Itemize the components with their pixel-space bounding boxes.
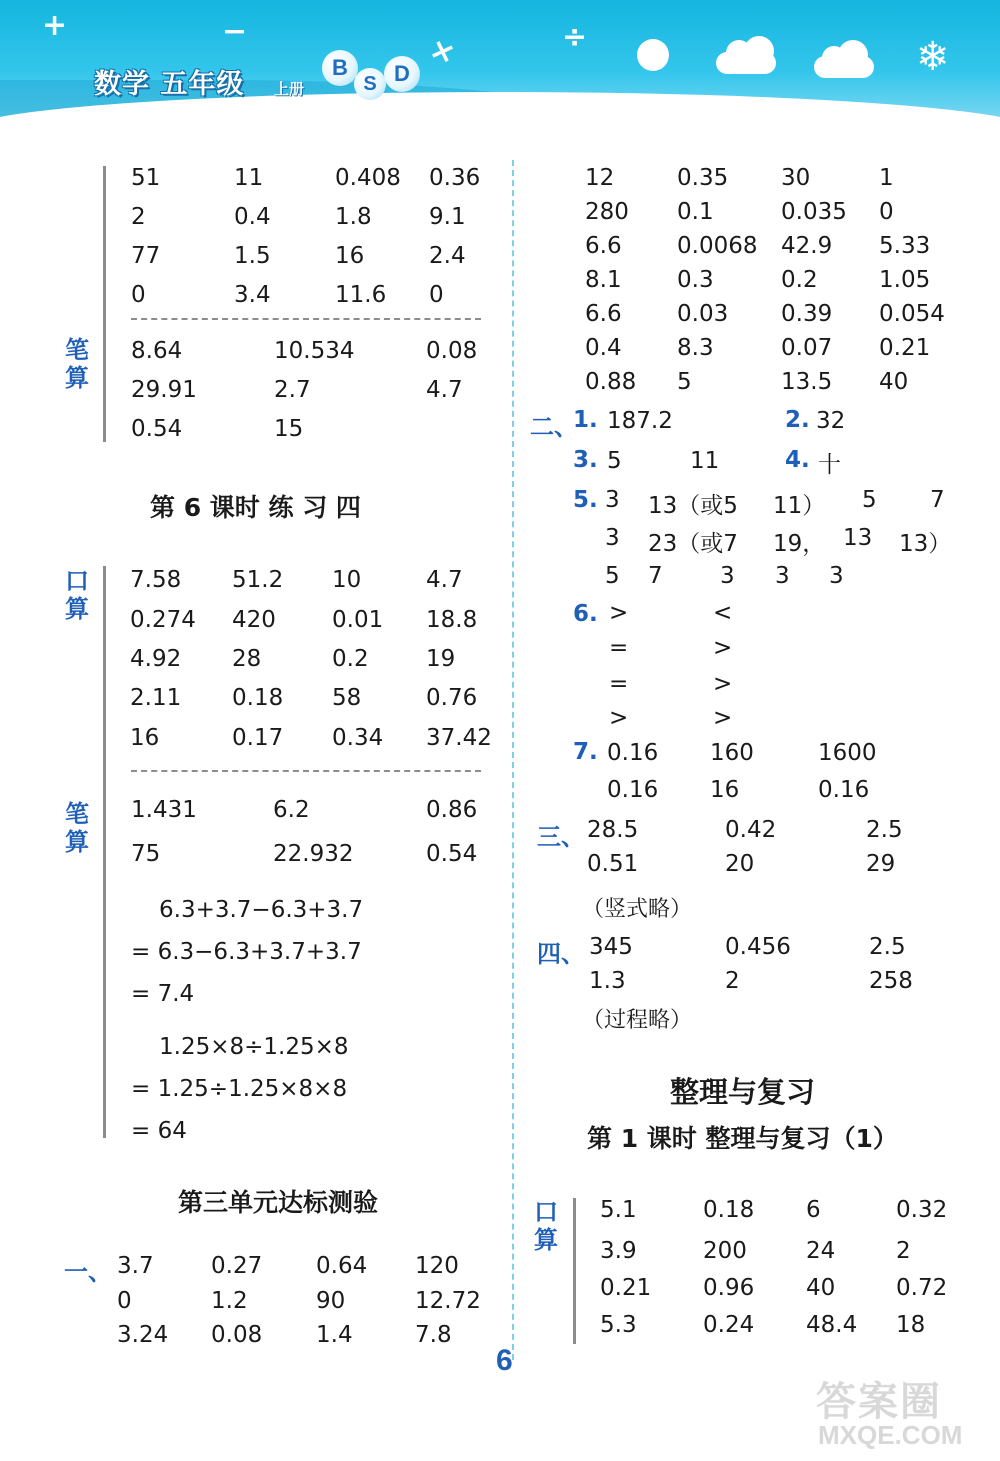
grid-cell: 11.6 — [335, 282, 387, 308]
answer: 2.5 — [866, 817, 903, 843]
answer: 1.3 — [589, 968, 626, 994]
answer: = — [609, 635, 629, 661]
grid-cell: 0.18 — [703, 1197, 755, 1223]
answer: = — [609, 671, 629, 697]
grid-cell: 51.2 — [232, 567, 284, 593]
grid-cell: 10.534 — [274, 338, 355, 364]
grid-cell: 0.76 — [426, 685, 478, 711]
grid-cell: 40 — [806, 1275, 836, 1301]
grid-cell: 1.05 — [879, 267, 931, 293]
book-volume: 上册 — [274, 80, 305, 98]
grid-cell: 0.274 — [130, 607, 196, 633]
calc-line: = 1.25÷1.25×8×8 — [131, 1076, 348, 1102]
grid-cell: 1.5 — [234, 243, 271, 269]
answer: 2 — [725, 968, 740, 994]
grid-cell: 0.36 — [429, 165, 481, 191]
grid-cell: 8.3 — [677, 335, 714, 361]
grid-cell: 24 — [806, 1238, 836, 1264]
grid-cell: 12 — [585, 165, 615, 191]
grid-cell: 1 — [879, 165, 894, 191]
grid-cell: 6.6 — [585, 301, 622, 327]
answer: 0.42 — [725, 817, 777, 843]
grid-cell: 11 — [234, 165, 264, 191]
grid-cell: 48.4 — [806, 1312, 858, 1338]
grid-cell: 0.01 — [332, 607, 384, 633]
grid-cell: 18.8 — [426, 607, 478, 633]
answer: 16 — [710, 777, 740, 803]
answer: 0.51 — [587, 851, 639, 877]
answer: 13（或5 — [648, 493, 738, 519]
answer: 13） — [899, 531, 952, 557]
grid-cell: 0.0068 — [677, 233, 758, 259]
question-number: 3. — [573, 447, 598, 473]
answer: < — [713, 600, 733, 626]
grid-cell: 77 — [131, 243, 161, 269]
kousuan-label: 口 算 — [65, 567, 89, 623]
grid-cell: 19 — [426, 646, 456, 672]
divide-icon: ÷ — [562, 20, 588, 55]
question-number: 7. — [573, 739, 598, 765]
grid-cell: 0.64 — [316, 1253, 368, 1279]
grid-cell: 4.92 — [130, 646, 182, 672]
answer: 7 — [930, 487, 945, 513]
answer: 0.456 — [725, 934, 791, 960]
brand-letter-d: D — [384, 56, 420, 92]
grid-cell: 0.03 — [677, 301, 729, 327]
grid-cell: 0.96 — [703, 1275, 755, 1301]
answer: 十 — [818, 452, 841, 478]
answer: 23（或7 — [648, 531, 738, 557]
grid-cell: 0 — [879, 199, 894, 225]
grid-cell: 3.24 — [117, 1322, 169, 1348]
answer: 3 — [775, 563, 790, 589]
page-number: 6 — [496, 1344, 513, 1377]
grid-cell: 28 — [232, 646, 262, 672]
grid-cell: 4.7 — [426, 377, 463, 403]
grid-cell: 2.4 — [429, 243, 466, 269]
grid-cell: 0.18 — [232, 685, 284, 711]
question-number: 2. — [785, 407, 810, 433]
bisuan-label: 笔 算 — [65, 800, 89, 856]
grid-cell: 0 — [117, 1288, 132, 1314]
part-marker: 三、 — [537, 823, 585, 851]
grid-cell: 2.7 — [274, 377, 311, 403]
answer: 5 — [862, 487, 877, 513]
snowflake-icon: ❄ — [916, 34, 950, 80]
page-header — [0, 0, 1000, 132]
grid-cell: 1.8 — [335, 204, 372, 230]
grid-cell: 0.408 — [335, 165, 401, 191]
answer: 5 — [607, 448, 622, 474]
answer: 19， — [773, 531, 826, 557]
answer: 3 — [829, 563, 844, 589]
grid-cell: 12.72 — [415, 1288, 481, 1314]
grid-cell: 6.6 — [585, 233, 622, 259]
grid-cell: 16 — [130, 725, 160, 751]
grid-cell: 3.9 — [600, 1238, 637, 1264]
grid-cell: 0.27 — [211, 1253, 263, 1279]
book-title: 数学 五年级 — [94, 69, 245, 100]
cloud-sun-icon — [716, 36, 780, 76]
grid-cell: 1.4 — [316, 1322, 353, 1348]
question-number: 6. — [573, 601, 598, 627]
answer: > — [609, 705, 629, 731]
grid-cell: 7.58 — [130, 567, 182, 593]
grid-cell: 200 — [703, 1238, 747, 1264]
grid-cell: 0.3 — [677, 267, 714, 293]
answer: 13 — [843, 525, 873, 551]
brand-letter-s: S — [354, 68, 386, 100]
grid-cell: 10 — [332, 567, 362, 593]
answer: 29 — [866, 851, 896, 877]
section-bar — [103, 166, 106, 442]
lesson-title: 第 1 课时 整理与复习（1） — [587, 1124, 898, 1153]
grid-cell: 13.5 — [781, 369, 833, 395]
grid-cell: 0.1 — [677, 199, 714, 225]
grid-cell: 0.54 — [426, 841, 478, 867]
grid-cell: 0.2 — [781, 267, 818, 293]
grid-cell: 8.1 — [585, 267, 622, 293]
grid-cell: 51 — [131, 165, 161, 191]
grid-cell: 22.932 — [273, 841, 354, 867]
bisuan-label: 笔 算 — [65, 336, 89, 392]
grid-cell: 18 — [896, 1312, 926, 1338]
grid-cell: 37.42 — [426, 725, 492, 751]
note: （竖式略） — [582, 897, 693, 922]
grid-cell: 4.7 — [426, 567, 463, 593]
part-marker: 一、 — [64, 1258, 112, 1286]
grid-cell: 0.35 — [677, 165, 729, 191]
grid-cell: 9.1 — [429, 204, 466, 230]
answer: 3 — [720, 563, 735, 589]
grid-cell: 3.4 — [234, 282, 271, 308]
grid-cell: 1.2 — [211, 1288, 248, 1314]
grid-cell: 1.431 — [131, 797, 197, 823]
answer: 345 — [589, 934, 633, 960]
answer: 3 — [605, 487, 620, 513]
grid-cell: 0.4 — [234, 204, 271, 230]
grid-cell: 0.24 — [703, 1312, 755, 1338]
answer: 5 — [605, 563, 620, 589]
grid-cell: 0.34 — [332, 725, 384, 751]
grid-cell: 0.21 — [600, 1275, 652, 1301]
grid-cell: 2.11 — [130, 685, 182, 711]
plus-icon: + — [42, 8, 68, 43]
calc-line: 6.3+3.7−6.3+3.7 — [159, 897, 364, 923]
chapter-title: 整理与复习 — [670, 1075, 816, 1109]
answer: 2.5 — [869, 934, 906, 960]
grid-cell: 0.54 — [131, 416, 183, 442]
answer: 11） — [773, 493, 826, 519]
grid-cell: 40 — [879, 369, 909, 395]
grid-cell: 0 — [429, 282, 444, 308]
section-bar — [103, 566, 106, 1138]
note: （过程略） — [582, 1008, 693, 1033]
grid-cell: 0.08 — [426, 338, 478, 364]
answer: 160 — [710, 740, 754, 766]
answer: 1600 — [818, 740, 877, 766]
section-bar — [573, 1198, 576, 1344]
grid-cell: 420 — [232, 607, 276, 633]
grid-cell: 16 — [335, 243, 365, 269]
grid-cell: 120 — [415, 1253, 459, 1279]
answer: 28.5 — [587, 817, 639, 843]
grid-cell: 5.1 — [600, 1197, 637, 1223]
cloud-icon — [814, 40, 876, 78]
answer: 32 — [816, 408, 846, 434]
grid-cell: 0.21 — [879, 335, 931, 361]
answer: > — [713, 705, 733, 731]
grid-cell: 75 — [131, 841, 161, 867]
part-marker: 四、 — [537, 940, 585, 968]
grid-cell: 0 — [131, 282, 146, 308]
answer: 7 — [648, 563, 663, 589]
dashed-separator — [131, 770, 481, 772]
grid-cell: 280 — [585, 199, 629, 225]
grid-cell: 2 — [131, 204, 146, 230]
grid-cell: 0.88 — [585, 369, 637, 395]
grid-cell: 5 — [677, 369, 692, 395]
answer: 0.16 — [607, 740, 659, 766]
grid-cell: 15 — [274, 416, 304, 442]
answer: 187.2 — [607, 408, 673, 434]
grid-cell: 0.08 — [211, 1322, 263, 1348]
column-divider — [512, 160, 514, 1360]
grid-cell: 29.91 — [131, 377, 197, 403]
grid-cell: 0.86 — [426, 797, 478, 823]
calc-line: 1.25×8÷1.25×8 — [159, 1034, 349, 1060]
grid-cell: 0.39 — [781, 301, 833, 327]
calc-line: = 64 — [131, 1118, 187, 1144]
brand-letter-b: B — [322, 50, 358, 86]
answer: 20 — [725, 851, 755, 877]
grid-cell: 0.72 — [896, 1275, 948, 1301]
grid-cell: 8.64 — [131, 338, 183, 364]
answer: 0.16 — [818, 777, 870, 803]
question-number: 5. — [573, 487, 598, 513]
watermark: 答案圈 — [816, 1379, 942, 1425]
watermark-url: MXQE.COM — [818, 1420, 963, 1450]
question-number: 4. — [785, 447, 810, 473]
unit-title: 第三单元达标测验 — [178, 1188, 379, 1217]
answer: 0.16 — [607, 777, 659, 803]
grid-cell: 0.054 — [879, 301, 945, 327]
grid-cell: 6 — [806, 1197, 821, 1223]
answer: > — [713, 635, 733, 661]
minus-icon: − — [222, 14, 248, 49]
grid-cell: 0.4 — [585, 335, 622, 361]
answer: 3 — [605, 525, 620, 551]
grid-cell: 90 — [316, 1288, 346, 1314]
grid-cell: 2 — [896, 1238, 911, 1264]
grid-cell: 0.035 — [781, 199, 847, 225]
grid-cell: 0.32 — [896, 1197, 948, 1223]
part-marker: 二、 — [530, 413, 578, 441]
calc-line: = 7.4 — [131, 981, 195, 1007]
grid-cell: 3.7 — [117, 1253, 154, 1279]
grid-cell: 30 — [781, 165, 811, 191]
question-number: 1. — [573, 407, 598, 433]
grid-cell: 6.2 — [273, 797, 310, 823]
calc-line: = 6.3−6.3+3.7+3.7 — [131, 939, 362, 965]
grid-cell: 0.2 — [332, 646, 369, 672]
grid-cell: 7.8 — [415, 1322, 452, 1348]
answer: > — [609, 600, 629, 626]
grid-cell: 0.07 — [781, 335, 833, 361]
grid-cell: 0.17 — [232, 725, 284, 751]
grid-cell: 42.9 — [781, 233, 833, 259]
times-icon: × — [424, 30, 461, 73]
dashed-separator — [131, 318, 481, 320]
answer: 258 — [869, 968, 913, 994]
answer: > — [713, 671, 733, 697]
kousuan-label: 口 算 — [534, 1198, 558, 1254]
grid-cell: 58 — [332, 685, 362, 711]
grid-cell: 5.3 — [600, 1312, 637, 1338]
answer: 11 — [690, 448, 720, 474]
grid-cell: 5.33 — [879, 233, 931, 259]
sun-icon — [637, 39, 669, 71]
lesson-title: 第 6 课时 练 习 四 — [150, 493, 361, 522]
